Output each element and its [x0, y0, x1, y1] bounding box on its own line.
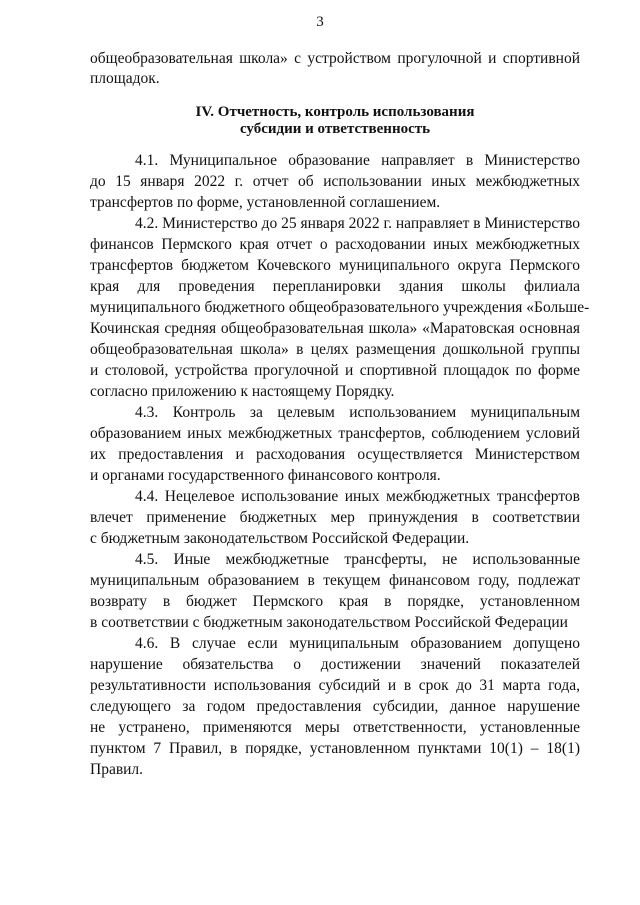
paragraph-4-2-line: Кочинская средняя общеобразовательная школа» «Маратовская основная — [90, 320, 580, 337]
page-number: 3 — [316, 14, 324, 30]
paragraph-4-5-line: 4.5. Иные межбюджетные трансферты, не использованные — [135, 551, 580, 568]
paragraph-4-6-line: пунктом 7 Правил, в порядке, установленном пунктами 10(1) – 18(1) — [90, 740, 580, 757]
paragraph-4-4-line: влечет применение бюджетных мер принуждения в соответствии — [90, 509, 580, 526]
paragraph-4-2-line: финансов Пермского края отчет о расходовании иных межбюджетных — [90, 236, 580, 253]
paragraph-4-2-line: трансфертов бюджетом Кочевского муниципального округа Пермского — [90, 257, 580, 274]
paragraph-4-6-line: результативности использования субсидий и в срок до 31 марта года, — [90, 677, 580, 694]
paragraph-4-6-line: 4.6. В случае если муниципальным образованием допущено — [135, 635, 580, 652]
section-title-line: IV. Отчетность, контроль использования — [195, 104, 475, 120]
text-line: общеобразовательная школа» с устройством прогулочной и спортивной — [90, 50, 580, 67]
paragraph-4-1-line: до 15 января 2022 г. отчет об использовании иных межбюджетных — [90, 173, 580, 190]
paragraph-4-3-line: и органами государственного финансового контроля. — [90, 467, 441, 484]
paragraph-4-5-line: возврату в бюджет Пермского края в порядке, установленном — [90, 593, 580, 610]
paragraph-4-6-line: следующего за годом предоставления субсидии, данное нарушение — [90, 698, 580, 715]
paragraph-4-2-line: 4.2. Министерство до 25 января 2022 г. направляет в Министерство — [135, 215, 581, 232]
text-line: площадок. — [90, 70, 160, 87]
paragraph-4-3-line: образованием иных межбюджетных трансфертов, соблюдением условий — [90, 425, 580, 442]
paragraph-4-4-line: 4.4. Нецелевое использование иных межбюджетных трансфертов — [135, 488, 580, 505]
paragraph-4-1-line: 4.1. Муниципальное образование направляет в Министерство — [135, 152, 580, 169]
paragraph-4-6-line: нарушение обязательства о достижении значений показателей — [90, 656, 580, 673]
paragraph-4-2-line: общеобразовательная школа» в целях размещения дошкольной группы — [90, 341, 580, 358]
paragraph-4-2-line: и столовой, устройства прогулочной и спортивной площадок по форме — [90, 362, 580, 379]
paragraph-4-1-line: трансфертов по форме, установленной соглашением. — [90, 194, 441, 211]
paragraph-4-2-line: края для проведения перепланировки здания школы филиала — [90, 278, 580, 295]
paragraph-4-3-line: их предоставления и расходования осуществляется Министерством — [90, 446, 580, 463]
paragraph-4-5-line: муниципальным образованием в текущем финансовом году, подлежат — [90, 572, 580, 589]
paragraph-4-2-line: муниципального бюджетного общеобразовательного учреждения «Больше- — [90, 299, 590, 316]
paragraph-4-4-line: с бюджетным законодательством Российской Федерации. — [90, 530, 470, 547]
section-title-line: субсидии и ответственность — [239, 121, 431, 137]
paragraph-4-5-line: в соответствии с бюджетным законодательством Российской Федерации — [90, 614, 568, 631]
paragraph-4-3-line: 4.3. Контроль за целевым использованием муниципальным — [135, 404, 580, 421]
paragraph-4-6-line: не устранено, применяются меры ответственности, установленные — [90, 719, 580, 736]
paragraph-4-2-line: согласно приложению к настоящему Порядку. — [90, 383, 395, 400]
paragraph-4-6-line: Правил. — [90, 761, 144, 778]
